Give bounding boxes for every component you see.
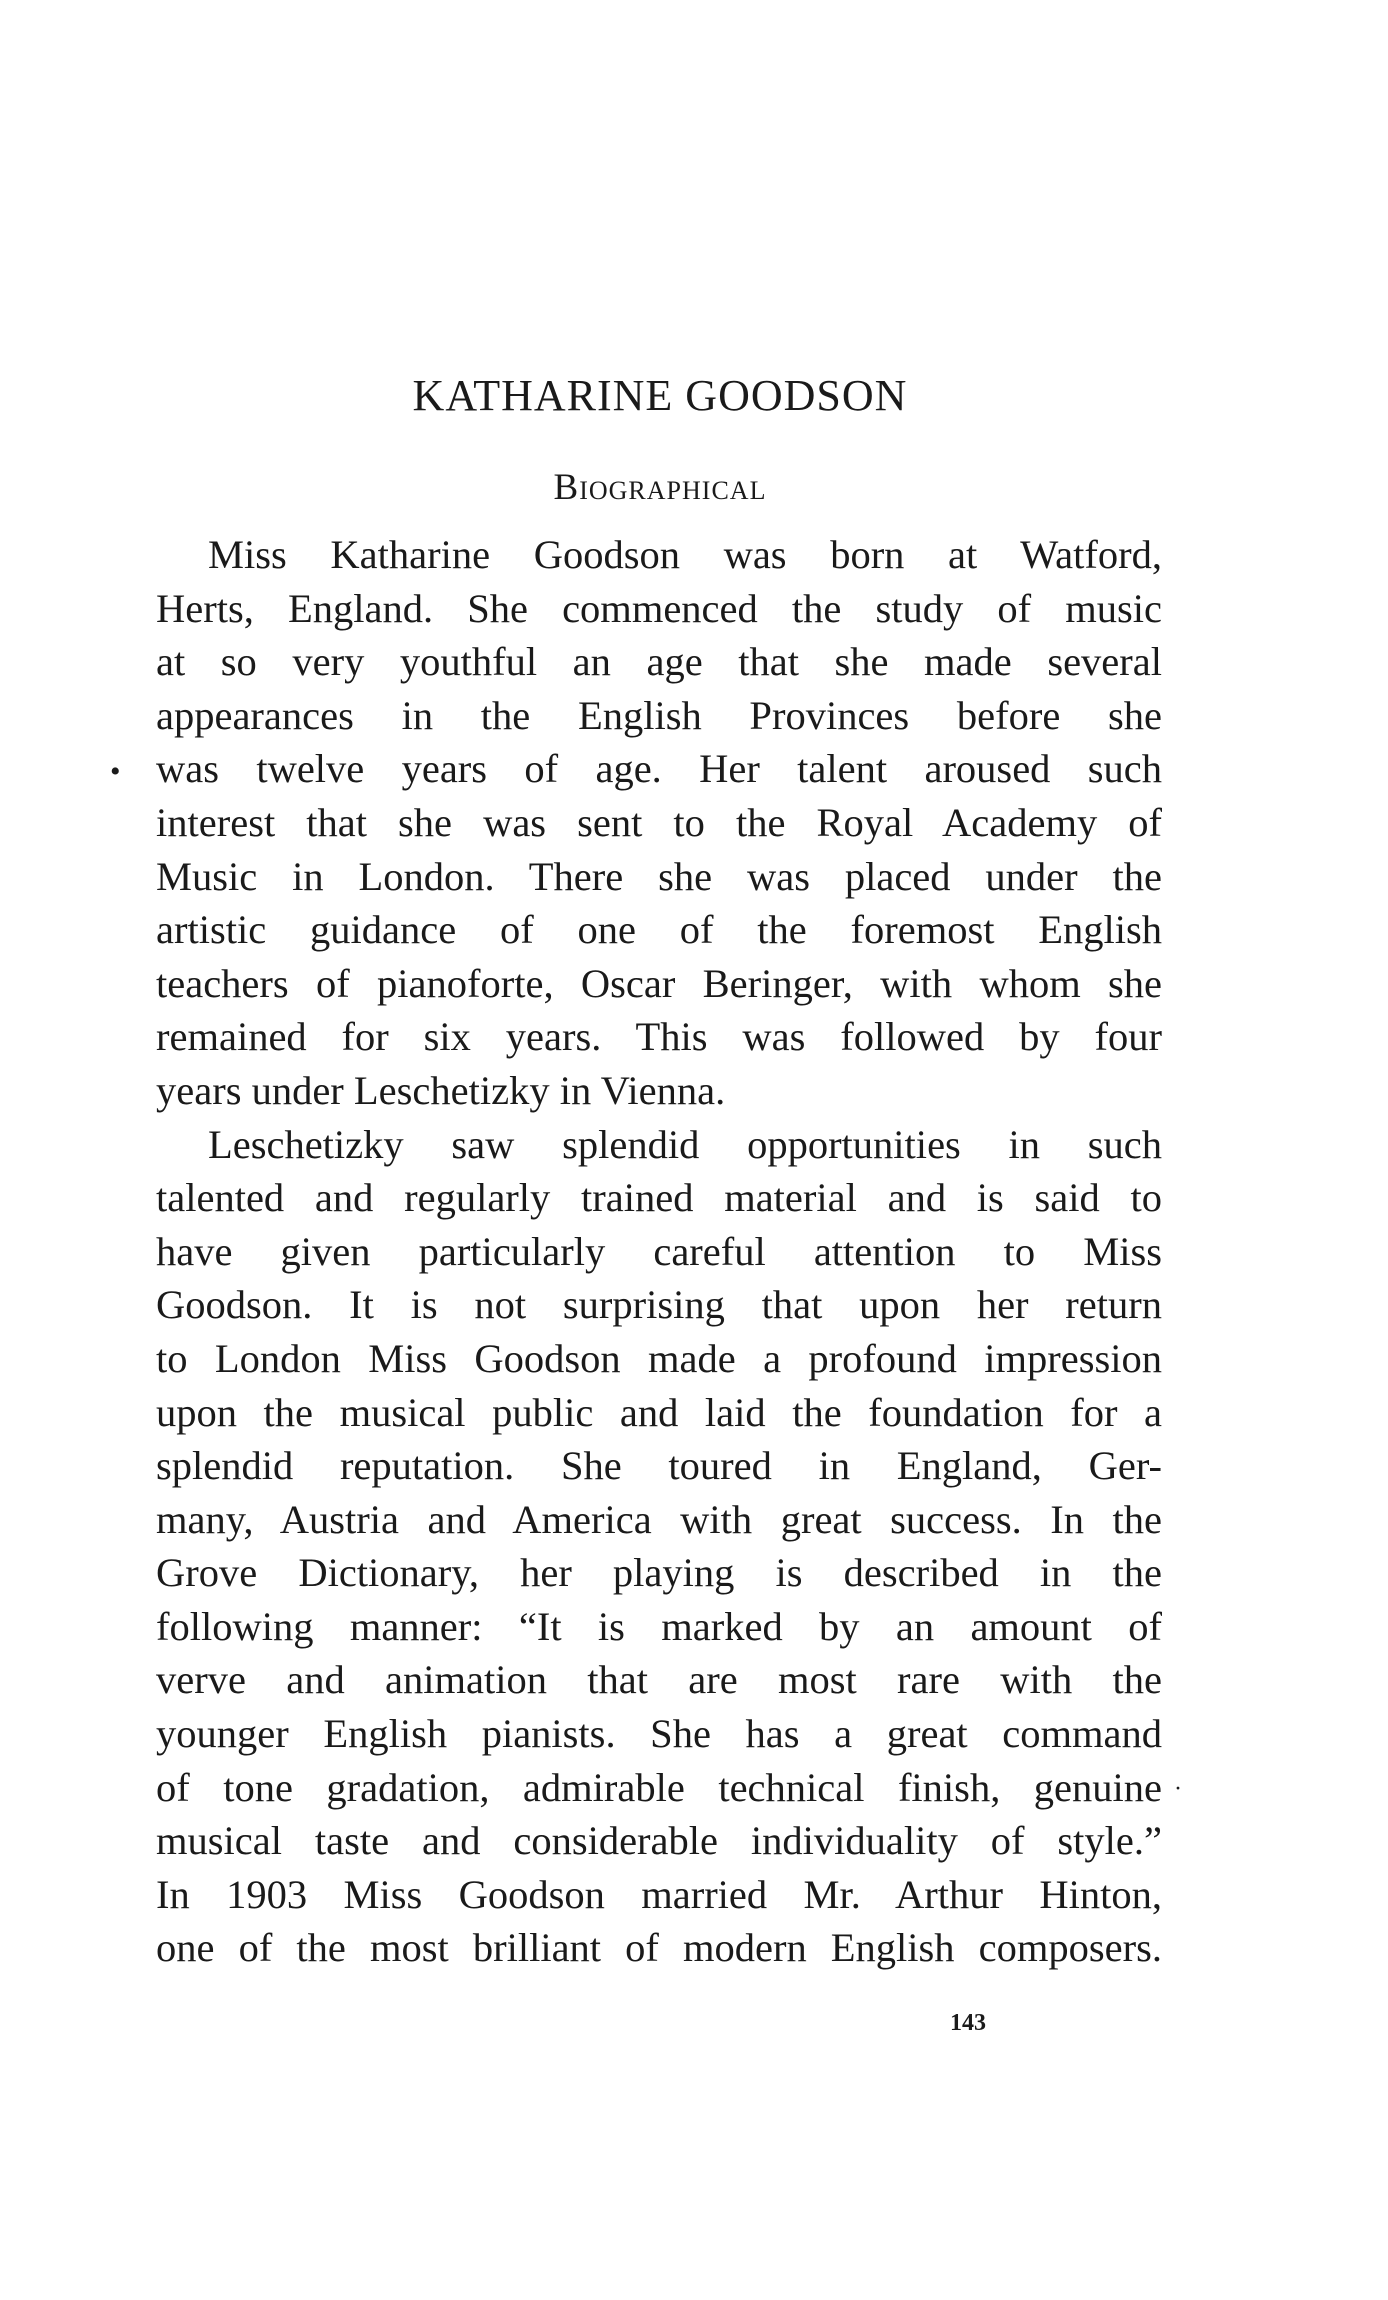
text-line: following manner: “It is marked by an amount of bbox=[156, 1603, 1162, 1649]
text-line: teachers of pianoforte, Oscar Beringer, with whom she bbox=[156, 960, 1162, 1006]
text-line: Goodson. It is not surprising that upon her return bbox=[156, 1282, 1162, 1328]
text-line: talented and regularly trained material and is said to bbox=[156, 1175, 1162, 1221]
body-text bbox=[156, 528, 1162, 1975]
text-line: younger English pianists. She has a great command bbox=[156, 1711, 1162, 1757]
page-title: KATHARINE GOODSON bbox=[412, 371, 908, 420]
page-number: 143 bbox=[950, 2010, 986, 2036]
text-line: have given particularly careful attention to Miss bbox=[156, 1228, 1162, 1274]
margin-dot-mark: • bbox=[110, 755, 121, 788]
text-line: many, Austria and America with great success. In the bbox=[156, 1496, 1162, 1542]
paragraph-1 bbox=[156, 528, 1162, 1118]
text-line: musical taste and considerable individuality of style.” bbox=[156, 1818, 1162, 1864]
text-line: interest that she was sent to the Royal Academy of bbox=[156, 799, 1162, 845]
text-line: years under Leschetizky in Vienna. bbox=[156, 1067, 726, 1113]
text-line: Music in London. There she was placed under the bbox=[156, 853, 1162, 899]
text-line: Leschetizky saw splendid opportunities in such bbox=[208, 1121, 1162, 1167]
text-line: splendid reputation. She toured in England, Ger- bbox=[156, 1443, 1162, 1489]
text-line: Miss Katharine Goodson was born at Watford, bbox=[208, 532, 1162, 577]
text-line: remained for six years. This was followed by four bbox=[156, 1014, 1162, 1060]
text-line: Grove Dictionary, her playing is described in the bbox=[156, 1550, 1162, 1596]
text-line: was twelve years of age. Her talent aroused such bbox=[156, 746, 1162, 792]
text-line: to London Miss Goodson made a profound impression bbox=[156, 1335, 1162, 1381]
text-line: of tone gradation, admirable technical finish, genuine bbox=[156, 1764, 1162, 1810]
text-line: artistic guidance of one of the foremost English bbox=[156, 907, 1162, 953]
text-line: In 1903 Miss Goodson married Mr. Arthur Hinton, bbox=[156, 1871, 1162, 1917]
text-line: verve and animation that are most rare with the bbox=[156, 1657, 1162, 1703]
text-line: appearances in the English Provinces before she bbox=[156, 692, 1162, 738]
text-line: at so very youthful an age that she made several bbox=[156, 639, 1162, 685]
margin-dot-mark-2: · bbox=[1174, 1776, 1182, 1802]
section-subtitle: Biographical bbox=[553, 467, 767, 508]
text-line: upon the musical public and laid the foundation for a bbox=[156, 1389, 1162, 1435]
text-line: Herts, England. She commenced the study of music bbox=[156, 585, 1162, 631]
text-line: one of the most brilliant of modern English composers. bbox=[156, 1925, 1162, 1971]
paragraph-2 bbox=[156, 1118, 1162, 1976]
